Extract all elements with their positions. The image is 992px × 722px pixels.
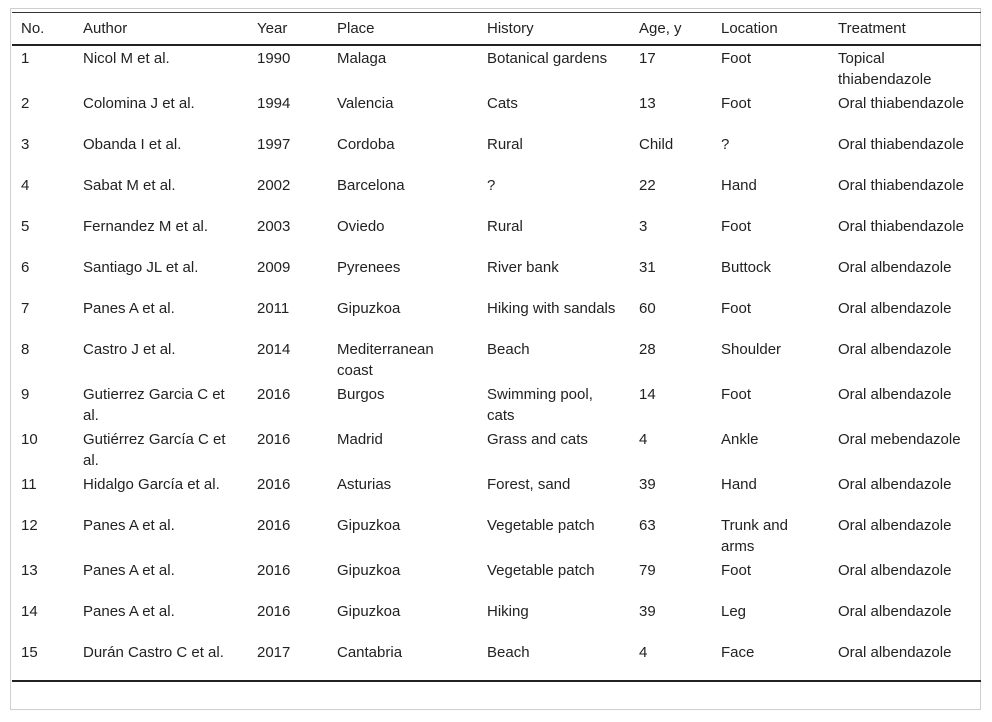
- cell-year: 2017: [248, 640, 328, 681]
- cell-author: Obanda I et al.: [83, 136, 182, 153]
- column-header-author: Author: [74, 13, 248, 46]
- cell-history: Beach: [478, 640, 630, 681]
- cell-year: 1997: [257, 136, 291, 153]
- cell-place: Pyrenees: [337, 259, 401, 276]
- cell-location: Foot: [721, 50, 752, 67]
- cell-author: Hidalgo García et al.: [83, 476, 220, 493]
- column-header-no: No.: [12, 13, 74, 46]
- cell-treatment: Oral albendazole: [838, 476, 952, 493]
- cell-no: 11: [21, 476, 37, 493]
- cell-no: 12: [21, 517, 38, 534]
- cell-location: Trunk and arms: [721, 517, 788, 555]
- cell-history: Swimming pool, cats: [487, 386, 593, 424]
- cell-treatment: Oral thiabendazole: [838, 218, 964, 235]
- cell-treatment: Oral thiabendazole: [838, 136, 964, 153]
- cell-age: 4: [639, 431, 648, 448]
- cell-year: 1990: [257, 50, 291, 67]
- cell-treatment: Oral mebendazole: [838, 431, 961, 448]
- column-header-year: Year: [248, 13, 328, 46]
- cell-age: 28: [639, 341, 656, 358]
- cell-place: Valencia: [337, 95, 394, 112]
- cell-place: Madrid: [337, 431, 383, 448]
- table-row: [12, 45, 981, 91]
- case-reports-table: [12, 12, 981, 682]
- table-row: [12, 255, 981, 296]
- cell-age: 39: [639, 603, 656, 620]
- cell-treatment: Oral albendazole: [838, 259, 952, 276]
- cell-history: Hiking with sandals: [487, 300, 616, 317]
- column-header-treatment: Treatment: [829, 13, 981, 46]
- cell-place: Oviedo: [337, 218, 385, 235]
- table-row: [12, 296, 981, 337]
- cell-year: 2003: [257, 218, 291, 235]
- cell-location: Foot: [721, 562, 752, 579]
- cell-author: Sabat M et al.: [83, 177, 176, 194]
- cell-age: Child: [639, 136, 674, 153]
- cell-no: 7: [21, 300, 30, 317]
- cell-author: Gutierrez Garcia C et al.: [83, 386, 225, 424]
- cell-history: Hiking: [487, 603, 529, 620]
- cell-treatment: Oral thiabendazole: [838, 95, 964, 112]
- cell-place: Barcelona: [337, 177, 405, 194]
- table-row: [12, 214, 981, 255]
- cell-treatment: Oral albendazole: [838, 562, 952, 579]
- cell-year: 1994: [257, 95, 291, 112]
- cell-year: 2016: [257, 562, 291, 579]
- cell-history: ?: [487, 177, 496, 194]
- cell-no: 3: [21, 136, 30, 153]
- cell-location: Shoulder: [721, 341, 782, 358]
- cell-year: 2014: [257, 341, 291, 358]
- cell-author: Gutiérrez García C et al.: [83, 431, 226, 469]
- cell-age: 60: [639, 300, 656, 317]
- cell-age: 14: [639, 386, 656, 403]
- cell-place: Cantabria: [328, 640, 478, 681]
- column-header-place: Place: [328, 13, 478, 46]
- cell-age: 13: [639, 95, 656, 112]
- cell-age: 4: [630, 640, 712, 681]
- cell-place: Burgos: [337, 386, 385, 403]
- cell-treatment: Oral thiabendazole: [838, 177, 964, 194]
- cell-author: Durán Castro C et al.: [74, 640, 248, 681]
- cell-age: 31: [639, 259, 656, 276]
- cell-place: Gipuzkoa: [337, 562, 401, 579]
- cell-location: Face: [712, 640, 829, 681]
- cell-location: Foot: [721, 386, 752, 403]
- cell-year: 2016: [257, 476, 291, 493]
- cell-history: Vegetable patch: [487, 562, 595, 579]
- cell-history: Rural: [487, 136, 523, 153]
- cell-treatment: Oral albendazole: [829, 640, 981, 681]
- table-header: [12, 13, 981, 46]
- cell-location: Foot: [721, 218, 752, 235]
- cell-history: Botanical gardens: [487, 50, 608, 67]
- cell-year: 2002: [257, 177, 291, 194]
- cell-location: Foot: [721, 300, 752, 317]
- cell-treatment: Topical thiabendazole: [838, 50, 932, 88]
- header-row: [12, 13, 981, 46]
- cell-author: Santiago JL et al.: [83, 259, 199, 276]
- cell-no: 13: [21, 562, 38, 579]
- cell-location: Foot: [721, 95, 752, 112]
- table-row: [12, 337, 981, 382]
- cell-author: Colomina J et al.: [83, 95, 195, 112]
- cell-treatment: Oral albendazole: [838, 300, 952, 317]
- cell-location: Hand: [721, 476, 757, 493]
- cell-year: 2009: [257, 259, 291, 276]
- table-row: [12, 173, 981, 214]
- cell-year: 2016: [257, 603, 291, 620]
- cell-location: Hand: [721, 177, 757, 194]
- cell-treatment: Oral albendazole: [838, 386, 952, 403]
- table-row: [12, 472, 981, 513]
- column-header-location: Location: [712, 13, 829, 46]
- cell-author: Fernandez M et al.: [83, 218, 209, 235]
- cell-history: River bank: [487, 259, 559, 276]
- cell-year: 2011: [257, 300, 290, 317]
- cell-place: Cordoba: [337, 136, 395, 153]
- cell-no: 5: [21, 218, 30, 235]
- cell-no: 6: [21, 259, 30, 276]
- column-header-history: History: [478, 13, 630, 46]
- cell-no: 4: [21, 177, 30, 194]
- cell-history: Rural: [487, 218, 523, 235]
- cell-history: Forest, sand: [487, 476, 571, 493]
- cell-no: 2: [21, 95, 30, 112]
- cell-author: Nicol M et al.: [83, 50, 170, 67]
- cell-age: 22: [639, 177, 656, 194]
- cell-place: Gipuzkoa: [337, 517, 401, 534]
- cell-no: 9: [21, 386, 30, 403]
- table-container: [10, 8, 981, 710]
- cell-place: Asturias: [337, 476, 392, 493]
- cell-author: Panes A et al.: [83, 603, 175, 620]
- cell-age: 17: [639, 50, 656, 67]
- cell-age: 63: [639, 517, 656, 534]
- cell-no: 8: [21, 341, 30, 358]
- cell-year: 2016: [257, 386, 291, 403]
- table-row: [12, 427, 981, 472]
- table-row: [12, 558, 981, 599]
- cell-place: Mediterranean coast: [337, 341, 434, 379]
- table-body: [12, 45, 981, 681]
- cell-author: Castro J et al.: [83, 341, 176, 358]
- cell-location: Leg: [721, 603, 747, 620]
- cell-year: 2016: [257, 431, 291, 448]
- cell-history: Grass and cats: [487, 431, 588, 448]
- cell-place: Gipuzkoa: [337, 603, 401, 620]
- table-row: [12, 382, 981, 427]
- table-row: [12, 513, 981, 558]
- cell-treatment: Oral albendazole: [838, 603, 952, 620]
- cell-age: 79: [639, 562, 656, 579]
- cell-no: 15: [12, 640, 74, 681]
- table-row: [12, 599, 981, 640]
- cell-age: 3: [639, 218, 648, 235]
- table-row: [12, 640, 981, 681]
- cell-place: Malaga: [337, 50, 387, 67]
- cell-history: Cats: [487, 95, 518, 112]
- cell-no: 1: [21, 50, 30, 67]
- cell-year: 2016: [257, 517, 291, 534]
- cell-history: Vegetable patch: [487, 517, 595, 534]
- cell-no: 14: [21, 603, 38, 620]
- cell-author: Panes A et al.: [83, 562, 175, 579]
- cell-history: Beach: [487, 341, 530, 358]
- cell-age: 39: [639, 476, 656, 493]
- cell-treatment: Oral albendazole: [838, 341, 952, 358]
- cell-location: ?: [721, 136, 730, 153]
- cell-location: Ankle: [721, 431, 759, 448]
- table-row: [12, 91, 981, 132]
- table-row: [12, 132, 981, 173]
- cell-place: Gipuzkoa: [337, 300, 401, 317]
- column-header-age: Age, y: [630, 13, 712, 46]
- cell-treatment: Oral albendazole: [838, 517, 952, 534]
- cell-location: Buttock: [721, 259, 772, 276]
- cell-author: Panes A et al.: [83, 300, 175, 317]
- cell-no: 10: [21, 431, 38, 448]
- cell-author: Panes A et al.: [83, 517, 175, 534]
